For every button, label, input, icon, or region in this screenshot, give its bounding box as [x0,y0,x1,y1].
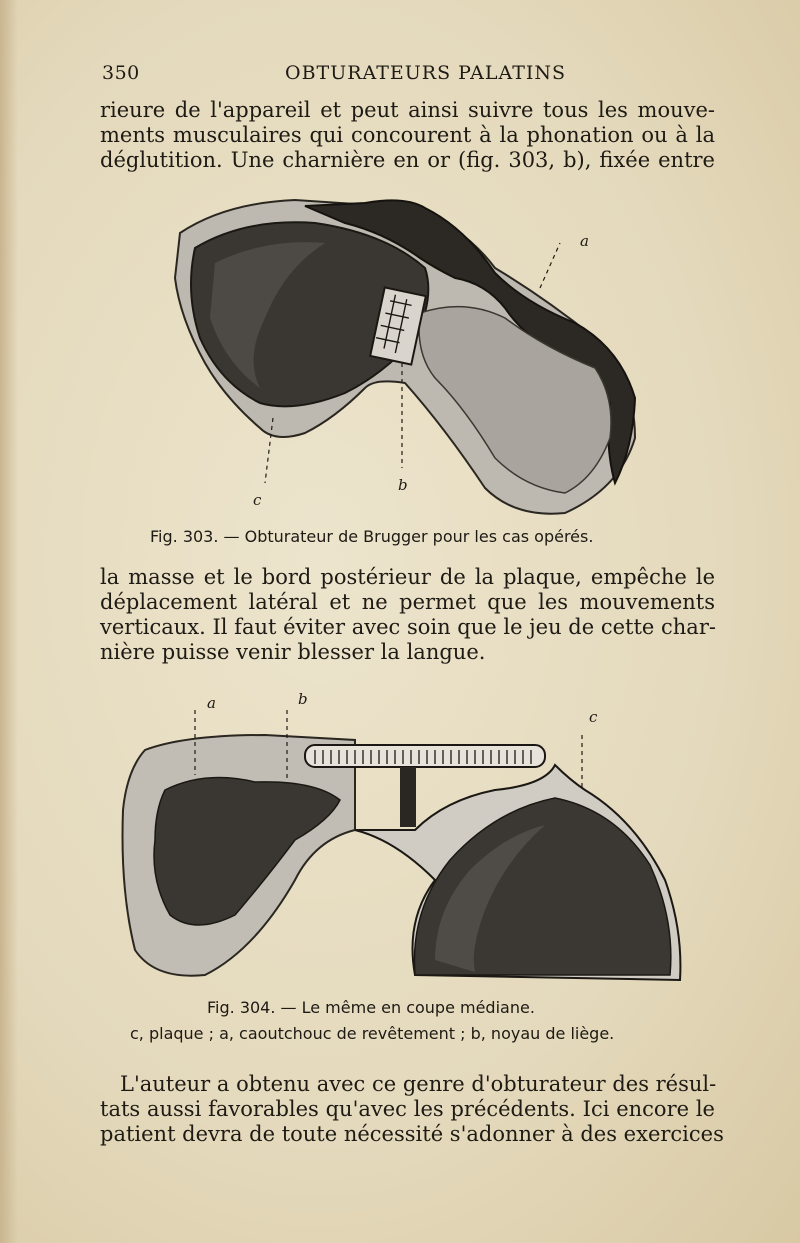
hinge-bar [305,745,545,767]
running-title: OBTURATEURS PALATINS [285,62,567,84]
paragraph-2 [100,565,715,665]
page-header [100,62,720,92]
label-c: c [589,708,598,726]
text-line: la masse et le bord postérieur de la plaque, empêche le [100,565,715,589]
figure-303-caption: Fig. 303. — Obturateur de Brugger pour les cas opérés. [150,527,594,546]
label-b: b [398,476,408,494]
paragraph-3 [100,1072,724,1147]
paragraph-1 [100,98,715,173]
page-spine-shadow [0,0,18,1243]
figure-303-illustration [165,188,665,518]
label-b: b [298,690,308,708]
hinge-stem [400,767,416,827]
leader-line-a [540,243,560,288]
text-line: ments musculaires qui concourent à la phonation ou à la [100,123,715,147]
text-line: patient devra de toute nécessité s'adonner à des exercices [100,1122,724,1146]
text-line: déglutition. Une charnière en or (fig. 303, b), fixée entre [100,148,715,172]
text-line: L'auteur a obtenu avec ce genre d'obturateur des résul- [120,1072,717,1096]
text-line: déplacement latéral et ne permet que les mouvements [100,590,715,614]
label-a: a [207,694,216,712]
text-line: verticaux. Il faut éviter avec soin que le jeu de cette char- [100,615,716,639]
text-line: nière puisse venir blesser la langue. [100,640,486,664]
figure-304-illustration [115,690,690,990]
figure-304-legend: c, plaque ; a, caoutchouc de revêtement ; b, noyau de liège. [130,1024,615,1043]
page-number: 350 [102,62,140,84]
text-line: tats aussi favorables qu'avec les précédents. Ici encore le [100,1097,715,1121]
label-c: c [253,491,262,509]
text-line: rieure de l'appareil et peut ainsi suivre tous les mouve- [100,98,715,122]
figure-304-caption: Fig. 304. — Le même en coupe médiane. [207,998,535,1017]
label-a: a [580,232,589,250]
